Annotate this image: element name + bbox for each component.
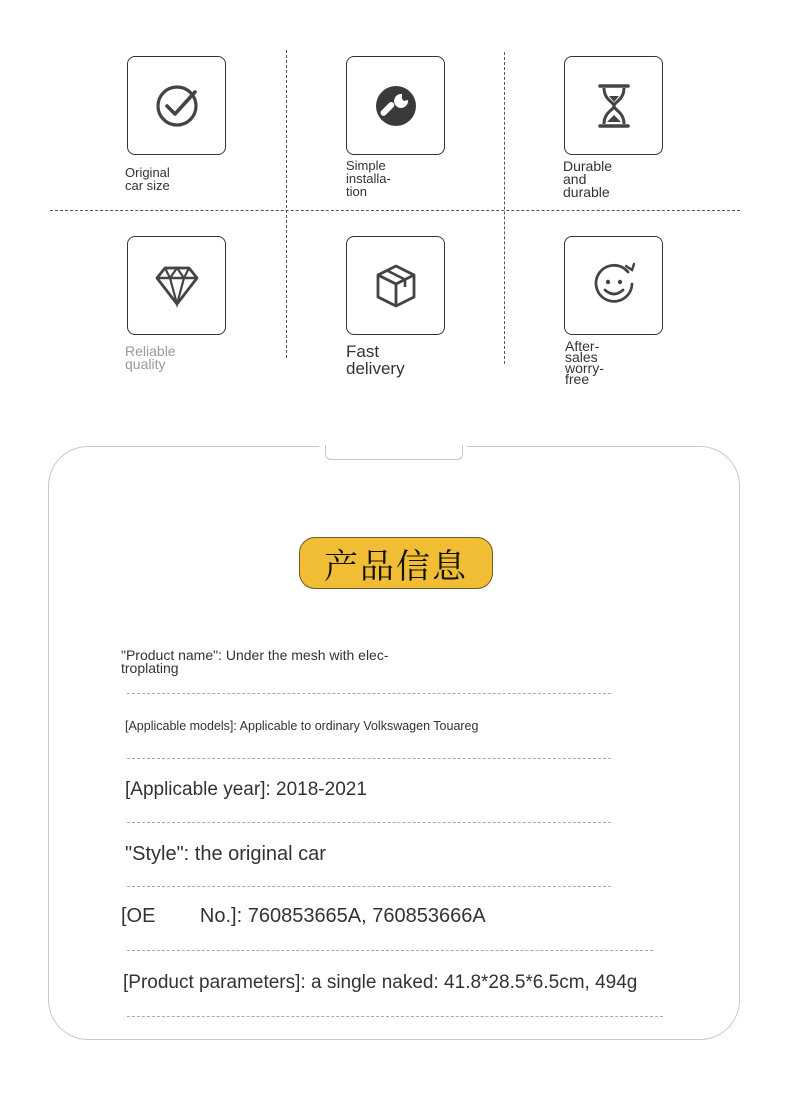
product-info-card (48, 446, 740, 1040)
feature-grid (0, 0, 790, 400)
info-separator (127, 758, 611, 759)
feature-icon-box (346, 236, 445, 335)
feature-label: Original car size (125, 165, 170, 193)
grid-divider-horizontal (50, 210, 740, 211)
info-product-parameters: [Product parameters]: a single naked: 41.8*28.5*6.5cm, 494g (123, 972, 638, 993)
info-separator (127, 1016, 663, 1017)
info-separator (127, 693, 611, 694)
grid-divider-vertical-1 (286, 50, 287, 358)
feature-label: After-sales worry-free (565, 338, 604, 387)
info-style: "Style": the original car (125, 843, 326, 865)
info-applicable-year: [Applicable year]: 2018-2021 (125, 779, 367, 800)
feature-label: Reliable quality (125, 343, 176, 372)
info-separator (127, 822, 611, 823)
info-separator (127, 950, 653, 951)
product-info-badge: 产品信息 (299, 537, 493, 589)
diamond-icon (151, 260, 203, 312)
smiley-icon (588, 260, 640, 312)
info-separator (127, 886, 611, 887)
hourglass-icon (588, 80, 640, 132)
info-product-name: "Product name": Under the mesh with elec- troplating (121, 647, 389, 676)
info-applicable-models: [Applicable models]: Applicable to ordinary Volkswagen Touareg (125, 719, 479, 733)
grid-divider-vertical-2 (504, 52, 505, 364)
feature-icon-box (564, 56, 663, 155)
feature-label: Fast delivery (346, 342, 405, 378)
box-icon (370, 260, 422, 312)
feature-icon-box (127, 56, 226, 155)
feature-label: Simple installa- tion (346, 158, 391, 199)
wrench-icon (370, 80, 422, 132)
card-notch (325, 445, 463, 460)
check-circle-icon (151, 80, 203, 132)
feature-icon-box (127, 236, 226, 335)
info-oe-number: [OE No.]: 760853665A, 760853666A (121, 905, 486, 927)
feature-icon-box (346, 56, 445, 155)
feature-label: Durable and durable (563, 158, 613, 200)
feature-icon-box (564, 236, 663, 335)
